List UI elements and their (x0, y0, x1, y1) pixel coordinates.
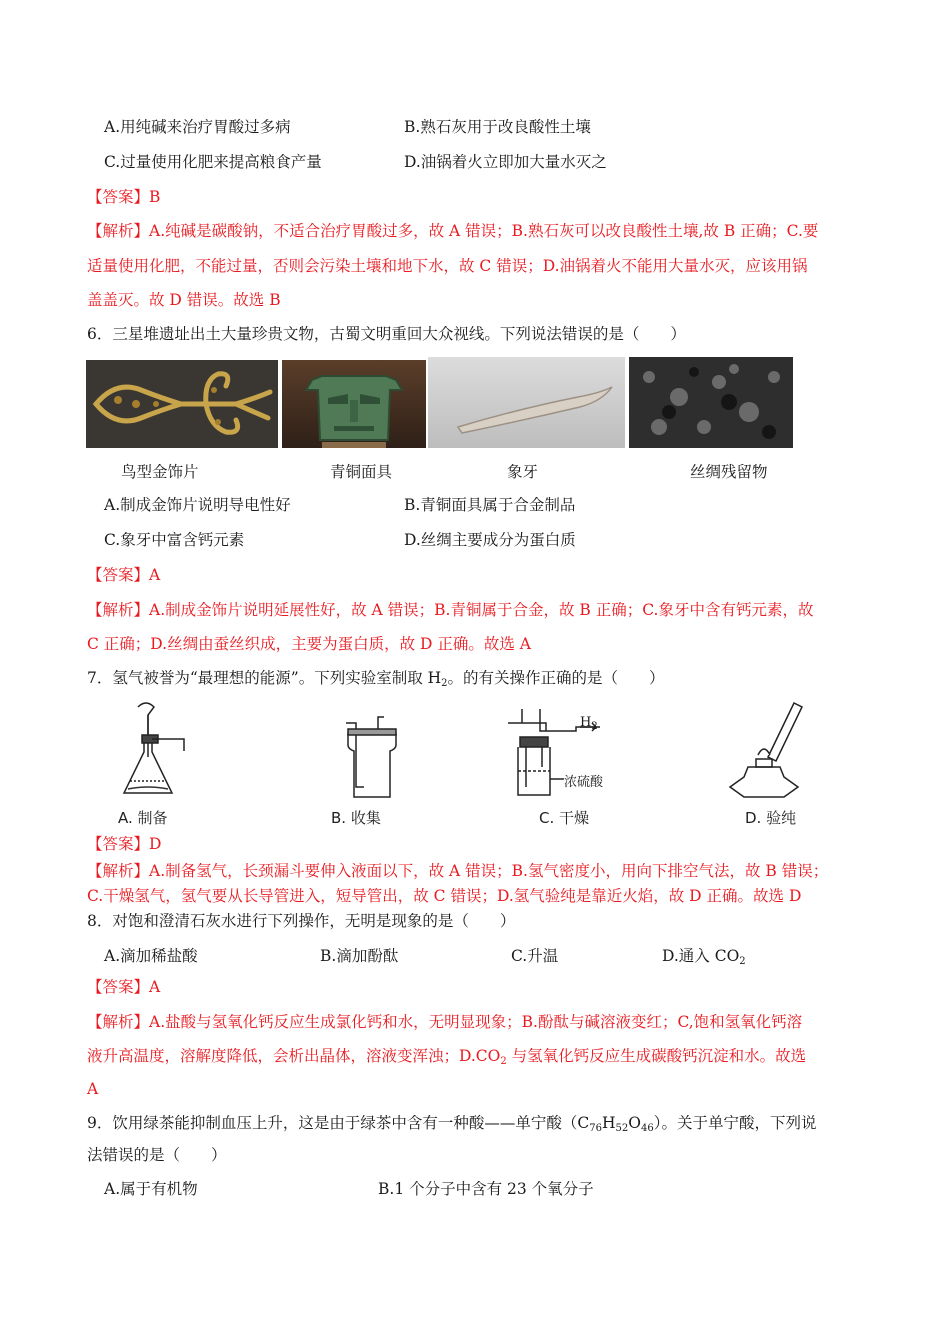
q8-option-a: A.滴加稀盐酸 (104, 947, 198, 965)
q9-option-b: B.1 个分子中含有 23 个氧分子 (378, 1180, 594, 1198)
caption-d-purity-test: D. 验纯 (745, 809, 797, 827)
h2-label: $H_2$ (580, 715, 598, 732)
concentrated-sulfuric-acid-label: 浓硫酸 (564, 775, 604, 790)
caption-bronze-mask: 青铜面具 (330, 463, 393, 481)
caption-silk: 丝绸残留物 (690, 463, 768, 481)
q5-analysis-line-3: 盖盖灭。故 D 错误。故选 B (87, 291, 281, 309)
q8-analysis-line-2: 液升高温度，溶解度降低，会析出晶体，溶液变浑浊；$D.CO_2$ 与氢氧化钙反应生成碳酸钙沉淀和水。故选 (87, 1047, 807, 1067)
caption-b-collection: B. 收集 (331, 809, 381, 827)
q6-stem: 6．三星堆遗址出土大量珍贵文物，古蜀文明重回大众视线。下列说法错误的是（ ） (87, 325, 686, 343)
q5-option-a: A.用纯碱来治疗胃酸过多病 (104, 118, 291, 136)
q6-analysis-line-1: 【解析】A.制成金饰片说明延展性好，故 A 错误；B.青铜属于合金，故 B 正确；C.象牙中含有钙元素，故 (87, 601, 814, 619)
q8-analysis-line-1: 【解析】A.盐酸与氢氧化钙反应生成氯化钙和水，无明显现象；B.酚酞与碱溶液变红；C,饱和氢氧化钙溶 (87, 1013, 803, 1031)
bird-gold-ornament-image (86, 360, 278, 448)
q6-answer: 【答案】A (87, 566, 161, 584)
q5-analysis-line-1: 【解析】A.纯碱是碳酸钠，不适合治疗胃酸过多，故 A 错误；B.熟石灰可以改良酸性土壤,故 B 正确；C.要 (87, 222, 819, 240)
q8-option-b: B.滴加酚酞 (320, 947, 399, 965)
caption-a-preparation: A. 制备 (118, 809, 168, 827)
q5-option-b: B.熟石灰用于改良酸性土壤 (404, 118, 591, 136)
q7-analysis-line-1: 【解析】A.制备氢气，长颈漏斗要伸入液面以下，故 A 错误；B.氢气密度小，用向下排空气法，故 B 错误； (87, 862, 829, 880)
silk-residue-image (629, 357, 793, 448)
q9-stem-line-2: 法错误的是（ ） (87, 1146, 227, 1164)
q7-stem: 7．氢气被誉为“最理想的能源”。下列实验室制取 $H_2$。的有关操作正确的是（ ） (87, 669, 665, 689)
bronze-mask-image (282, 360, 426, 448)
q9-stem-line-1: 9．饮用绿茶能抑制血压上升，这是由于绿茶中含有一种酸——单宁酸$(C_{76}H_{52}O_{46})$。关于单宁酸，下列说 (87, 1114, 817, 1134)
q5-option-d: D.油锅着火立即加大量水灭之 (404, 153, 607, 171)
q7-apparatus-figure (108, 697, 868, 807)
q6-option-a: A.制成金饰片说明导电性好 (104, 496, 291, 514)
q6-option-c: C.象牙中富含钙元素 (104, 531, 245, 549)
q6-option-b: B.青铜面具属于合金制品 (404, 496, 576, 514)
caption-c-drying: C. 干燥 (539, 809, 590, 827)
q6-analysis-line-2: C 正确；D.丝绸由蚕丝织成，主要为蛋白质，故 D 正确。故选 A (87, 635, 531, 653)
q8-answer: 【答案】A (87, 978, 161, 996)
q6-option-d: D.丝绸主要成分为蛋白质 (404, 531, 576, 549)
q7-analysis-line-2: C.干燥氢气，氢气要从长导管进入，短导管出，故 C 错误；D.氢气验纯是靠近火焰，故 D 正确。故选 D (87, 887, 802, 905)
q5-option-c: C.过量使用化肥来提高粮食产量 (104, 153, 322, 171)
caption-ivory: 象牙 (507, 463, 539, 481)
q8-option-c: C.升温 (511, 947, 559, 965)
q8-option-d: D.通入 $CO_2$ (662, 947, 746, 967)
q8-stem: 8．对饱和澄清石灰水进行下列操作，无明是现象的是（ ） (87, 912, 516, 930)
ivory-tusk-image (428, 357, 625, 448)
q5-answer: 【答案】B (87, 188, 161, 206)
q5-analysis-line-2: 适量使用化肥，不能过量，否则会污染土壤和地下水，故 C 错误；D.油锅着火不能用大量水灭，应该用锅 (87, 257, 808, 275)
q8-analysis-line-3: A (87, 1080, 99, 1098)
q9-option-a: A.属于有机物 (104, 1180, 198, 1198)
q7-answer: 【答案】D (87, 835, 162, 853)
caption-bird-gold: 鸟型金饰片 (121, 463, 199, 481)
